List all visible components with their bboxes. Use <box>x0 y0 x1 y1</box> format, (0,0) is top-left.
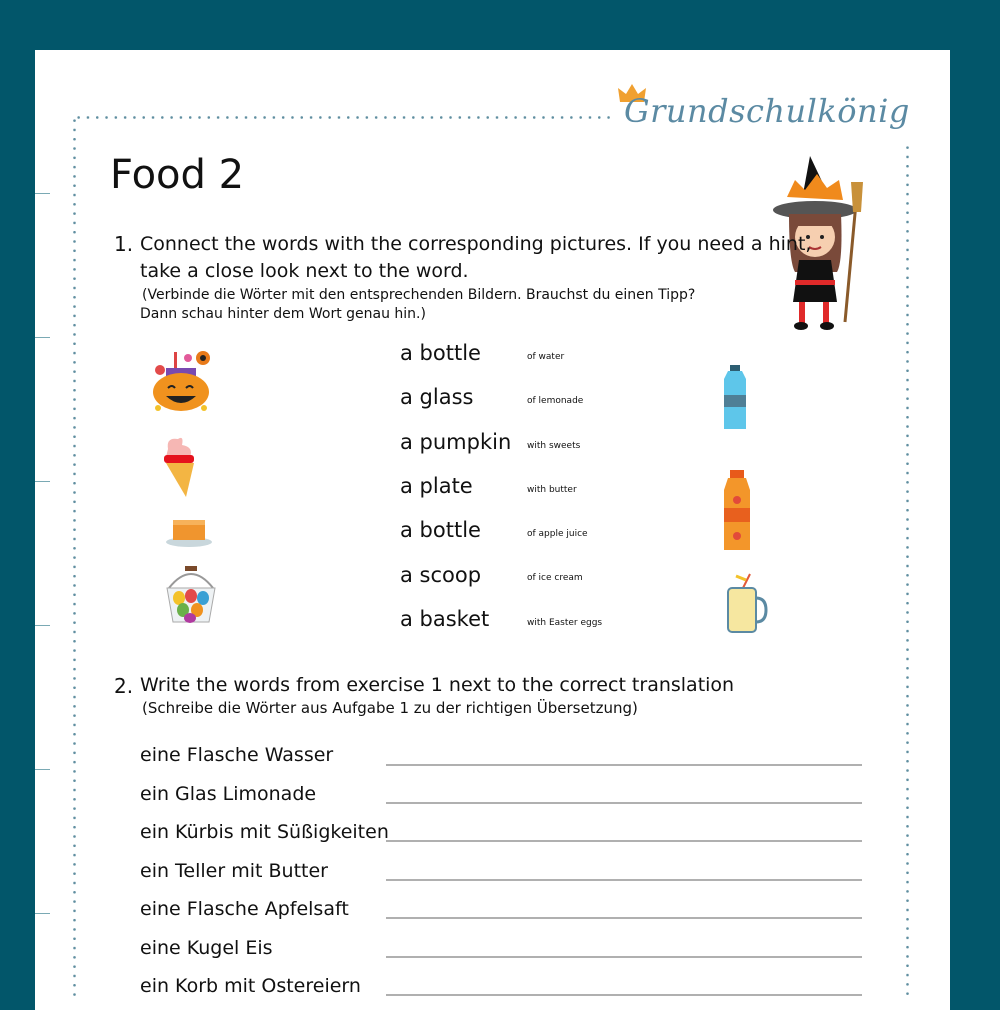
match-hint: with sweets <box>527 441 581 451</box>
exercise2-instruction: Write the words from exercise 1 next to the correct translation <box>140 674 735 696</box>
translation-label: eine Flasche Wasser <box>140 744 334 766</box>
exercise1-translation-line1: (Verbinde die Wörter mit den entsprechenden Bildern. Brauchst du einen Tipp? <box>142 287 696 303</box>
exercise2-number: 2. <box>114 674 134 698</box>
translation-label: ein Teller mit Butter <box>140 860 328 882</box>
match-hint: of lemonade <box>527 396 584 406</box>
translation-label: eine Kugel Eis <box>140 937 273 959</box>
match-hint: of ice cream <box>527 573 583 583</box>
apple-juice-bottle-icon[interactable] <box>722 470 752 552</box>
margin-tick <box>35 193 50 194</box>
match-word[interactable]: a scoop <box>400 563 482 587</box>
answer-line-7[interactable] <box>386 994 862 996</box>
dotted-border-top <box>74 116 614 119</box>
butter-on-plate-icon[interactable] <box>165 514 213 548</box>
margin-tick <box>35 913 50 914</box>
margin-tick <box>35 769 50 770</box>
margin-tick <box>35 481 50 482</box>
dotted-border-right <box>906 143 909 1000</box>
answer-line-1[interactable] <box>386 764 862 766</box>
match-word[interactable]: a bottle <box>400 341 481 365</box>
match-hint: of water <box>527 352 565 362</box>
exercise2-translation: (Schreibe die Wörter aus Aufgabe 1 zu der richtigen Übersetzung) <box>142 699 638 717</box>
easter-egg-basket-icon[interactable] <box>163 566 219 626</box>
margin-tick <box>35 625 50 626</box>
water-bottle-icon[interactable] <box>722 365 748 431</box>
answer-line-6[interactable] <box>386 956 862 958</box>
margin-tick <box>35 337 50 338</box>
dotted-border-left <box>73 116 76 1000</box>
answer-line-4[interactable] <box>386 879 862 881</box>
translation-label: ein Korb mit Ostereiern <box>140 975 361 997</box>
match-word[interactable]: a basket <box>400 607 490 631</box>
exercise1-instruction-line1: Connect the words with the corresponding pictures. If you need a hint, <box>140 233 812 255</box>
exercise1-number: 1. <box>114 232 134 256</box>
pumpkin-with-sweets-icon[interactable] <box>148 348 214 414</box>
match-hint: of apple juice <box>527 529 588 539</box>
exercise1-instruction-line2: take a close look next to the word. <box>140 260 469 282</box>
exercise1-translation-line2: Dann schau hinter dem Wort genau hin.) <box>140 306 426 322</box>
match-hint: with Easter eggs <box>527 618 603 628</box>
answer-line-2[interactable] <box>386 802 862 804</box>
brand-logo: Grundschulkönig <box>624 92 910 130</box>
page-title: Food 2 <box>110 152 245 198</box>
translation-label: eine Flasche Apfelsaft <box>140 898 349 920</box>
answer-line-3[interactable] <box>386 840 862 842</box>
ice-cream-cone-icon[interactable] <box>160 435 200 499</box>
translation-label: ein Kürbis mit Süßigkeiten <box>140 821 389 843</box>
match-word[interactable]: a bottle <box>400 518 481 542</box>
match-hint: with butter <box>527 485 577 495</box>
lemonade-glass-icon[interactable] <box>724 572 768 634</box>
answer-line-5[interactable] <box>386 917 862 919</box>
match-word[interactable]: a plate <box>400 474 473 498</box>
match-word[interactable]: a glass <box>400 385 474 409</box>
match-word[interactable]: a pumpkin <box>400 430 512 454</box>
translation-label: ein Glas Limonade <box>140 783 317 805</box>
